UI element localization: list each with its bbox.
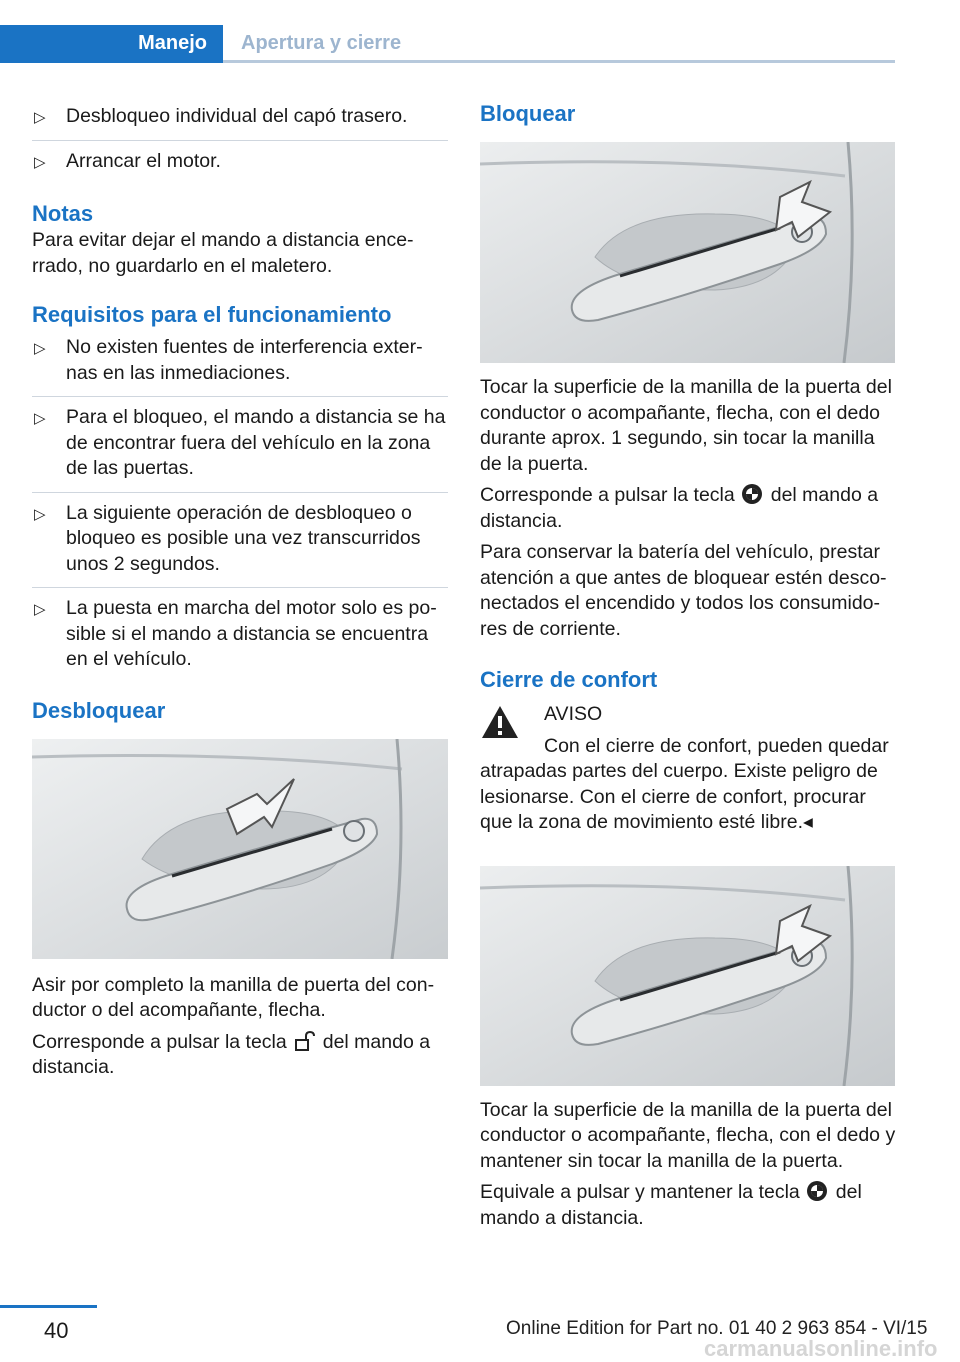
bloquear-key-text: Corresponde a pulsar la tecla del mando a distancia. <box>480 484 879 532</box>
watermark: carmanualsonline.info <box>704 1336 938 1361</box>
bloquear-text: Tocar la superficie de la manilla de la puerta del conductor o acompañante, flecha, con el dedo durante aprox. 1 segundo, sin tocar la manilla de la puerta. <box>480 376 892 475</box>
door-handle-lock-image <box>480 142 895 363</box>
door-handle-confort-image <box>480 866 895 1086</box>
triangle-right-icon: ▷ <box>34 153 46 171</box>
triangle-right-icon: ▷ <box>34 505 46 523</box>
door-handle-unlock-image <box>32 739 448 959</box>
tab-apertura-y-cierre[interactable]: Apertura y cierre <box>241 32 402 54</box>
confort-key-text: Equivale a pulsar y mantener la tecla del mando a distancia. <box>480 1181 862 1229</box>
right-column <box>480 100 896 1231</box>
top-bullet-list <box>32 104 448 184</box>
left-column <box>32 100 448 1081</box>
list-item: ▷ La siguiente operación de desbloqueo o bloqueo es posible una vez transcurridos unos 2 segundos. <box>32 501 448 589</box>
desbloquear-key-text: Corresponde a pulsar la tecla del mando a distancia. <box>32 1030 431 1078</box>
requisitos-heading: Requisitos para el funcionamiento <box>32 302 392 327</box>
bmw-logo-icon <box>806 1180 830 1202</box>
triangle-right-icon: ▷ <box>34 410 46 427</box>
bloquear-heading: Bloquear <box>480 101 576 126</box>
warning-block <box>480 702 896 728</box>
confort-text: Tocar la superficie de la manilla de la puerta del conductor o acompañante, flecha, con el dedo y mantener sin tocar la manilla de la puerta. <box>480 1098 896 1172</box>
list-item: ▷ La puesta en marcha del motor solo es po-sible si el mando a distancia se encuentra en el vehículo. <box>34 597 437 670</box>
list-item: ▷ Arrancar el motor. <box>32 149 448 185</box>
edition-text: Online Edition for Part no. 01 40 2 963 854 - VI/15 <box>506 1318 928 1339</box>
cierre-confort-heading: Cierre de confort <box>480 667 658 692</box>
list-item: ▷ No existen fuentes de interferencia exter-nas en las inmediaciones. <box>32 335 448 397</box>
list-item: ▷ Para el bloqueo, el mando a distancia se ha de encontrar fuera del vehículo en la zona de las puertas. <box>32 405 448 493</box>
triangle-right-icon: ▷ <box>34 109 46 126</box>
list-item: ▷ Desbloqueo individual del capó trasero. <box>32 104 448 141</box>
desbloquear-heading: Desbloquear <box>32 697 166 723</box>
footer-rule <box>0 1305 97 1308</box>
unlock-icon <box>293 1030 317 1052</box>
aviso-label: AVISO <box>544 703 603 725</box>
triangle-right-icon: ▷ <box>34 340 46 357</box>
notas-text: Para evitar dejar el mando a distancia ence-rrado, no guardarlo en el maletero. <box>32 229 414 277</box>
page-header <box>0 25 895 63</box>
bmw-logo-icon <box>741 483 765 505</box>
notas-heading: Notas <box>32 201 94 226</box>
requisitos-list <box>32 335 448 683</box>
page-number: 40 <box>44 1318 69 1343</box>
bloquear-note: Para conservar la batería del vehículo, prestar atención a que antes de bloquear estén desco-nectados el encendido y todos los consumido-res de corriente. <box>480 541 887 640</box>
aviso-text: Con el cierre de confort, pueden quedar atrapadas partes del cuerpo. Existe peligro de lesionarse. Con el cierre de confort, procurar que la zona de movimiento esté libre.◂ <box>480 734 889 833</box>
tab-manejo[interactable]: Manejo <box>0 25 223 63</box>
desbloquear-text: Asir por completo la manilla de puerta del con-ductor o del acompañante, flecha. <box>32 973 435 1021</box>
warning-triangle-icon <box>480 704 520 745</box>
triangle-right-icon: ▷ <box>34 601 46 618</box>
